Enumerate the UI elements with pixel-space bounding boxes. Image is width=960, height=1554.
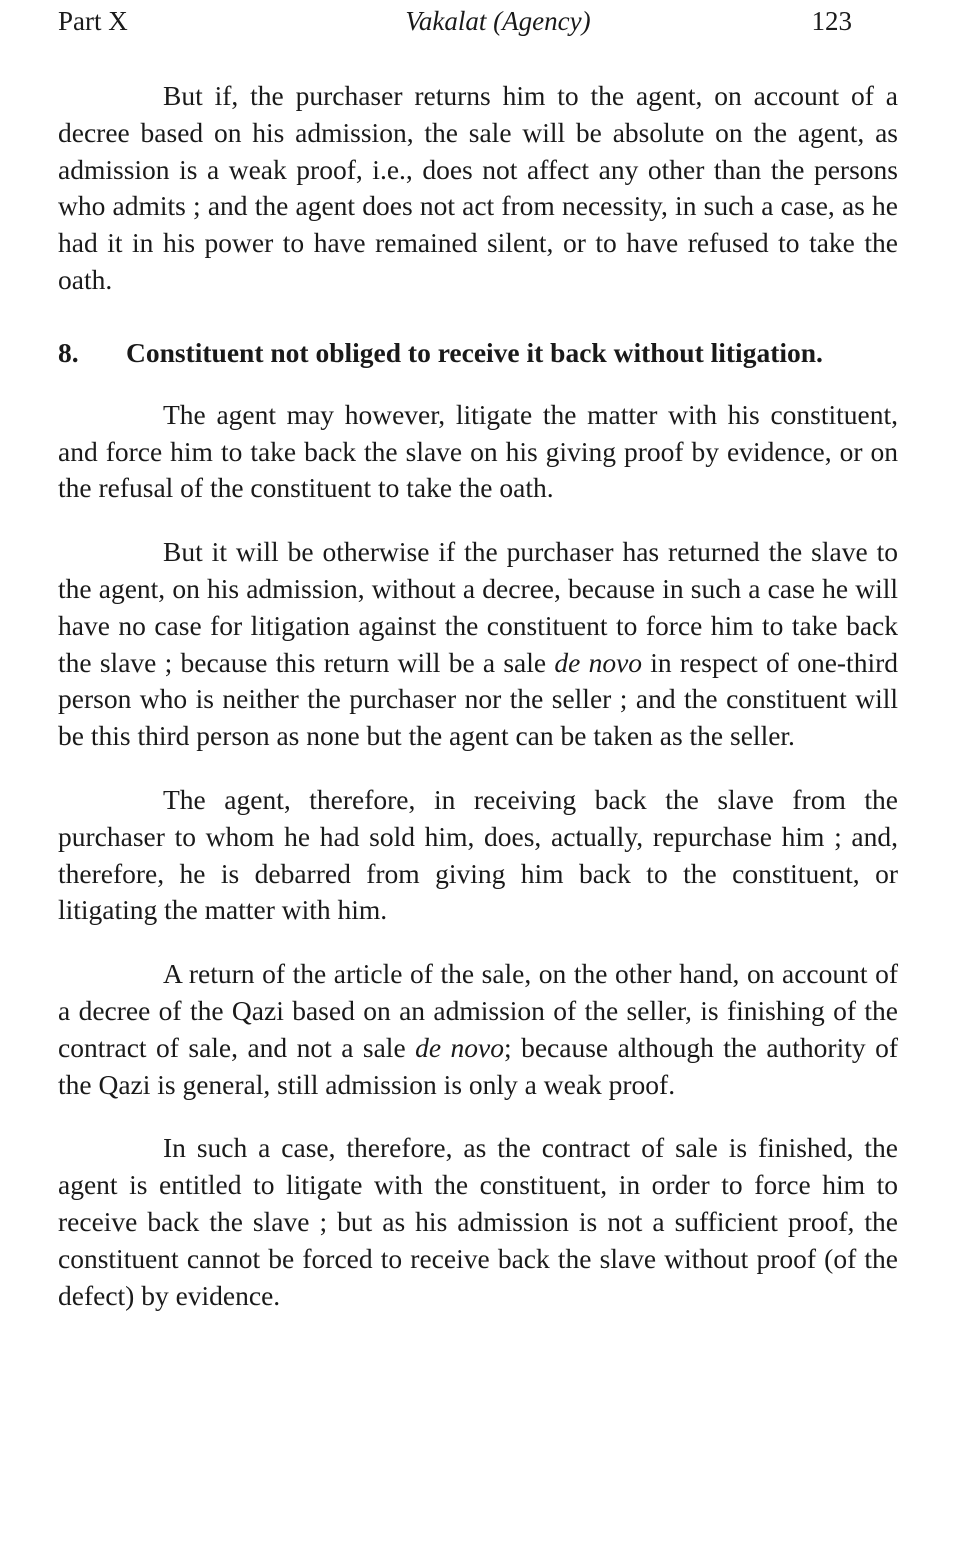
paragraph-2: The agent may however, litigate the matter with his constituent, and force him to take back the slave on his giving proof by evidence, or on the refusal of the constituent to take the oath. [58, 398, 898, 504]
paragraph-3-part-a: But it will be otherwise if the purchaser has returned the slave to the agent, on his admission, without a decree, because in such a case he will have no case for litigation against the constituent to force him to take back the slave ; because this return will be a sale [58, 536, 898, 678]
section-heading [58, 334, 898, 371]
paragraph-5 [58, 956, 898, 1103]
running-header [58, 0, 898, 58]
paragraph-4: The agent, therefore, in receiving back the slave from the purchaser to whom he had sold him, does, actually, repurchase him ; and, therefore, he is debarred from giving him back to the constituent, or litigating the matter with him. [58, 783, 898, 926]
section-heading-text: Constituent not obliged to receive it back without litigation. [126, 336, 823, 368]
paragraph-6: In such a case, therefore, as the contract of sale is finished, the agent is entitled to litigate with the constituent, in order to force him to receive back the slave ; but as his admission is not a sufficient proof, the constituent cannot be forced to receive back the slave without proof (of the defect) by evidence. [58, 1132, 898, 1311]
paragraph-5-emphasis: de novo [415, 1031, 504, 1063]
running-title: Vakalat (Agency) [405, 6, 591, 36]
document-page [58, 0, 898, 1314]
paragraph-5-part-a: A return of the article of the sale, on the other hand, on account of a decree of the Qazi based on an admission of the seller, is finishing of the contract of sale, and not a sale [58, 958, 898, 1063]
paragraph-3-emphasis: de novo [554, 646, 643, 678]
paragraph-5-part-b: ; because although the authority of the Qazi is general, still admission is only a weak proof. [58, 1031, 898, 1100]
part-label: Part X [58, 6, 128, 36]
section-number: 8. [58, 336, 79, 368]
paragraph-3-part-b: in respect of one-third person who is neither the purchaser nor the seller ; and the constituent will be this third person as none but the agent can be taken as the seller. [58, 646, 898, 752]
page-number: 123 [811, 6, 852, 36]
paragraph-3 [58, 534, 898, 755]
paragraph-1: But if, the purchaser returns him to the agent, on account of a decree based on his admission, the sale will be absolute on the agent, as admission is a weak proof, i.e., does not affect any other than the persons who admits ; and the agent does not act from necessity, in such a case, as he had it in his power to have remained silent, or to have refused to take the oath. [58, 80, 898, 295]
